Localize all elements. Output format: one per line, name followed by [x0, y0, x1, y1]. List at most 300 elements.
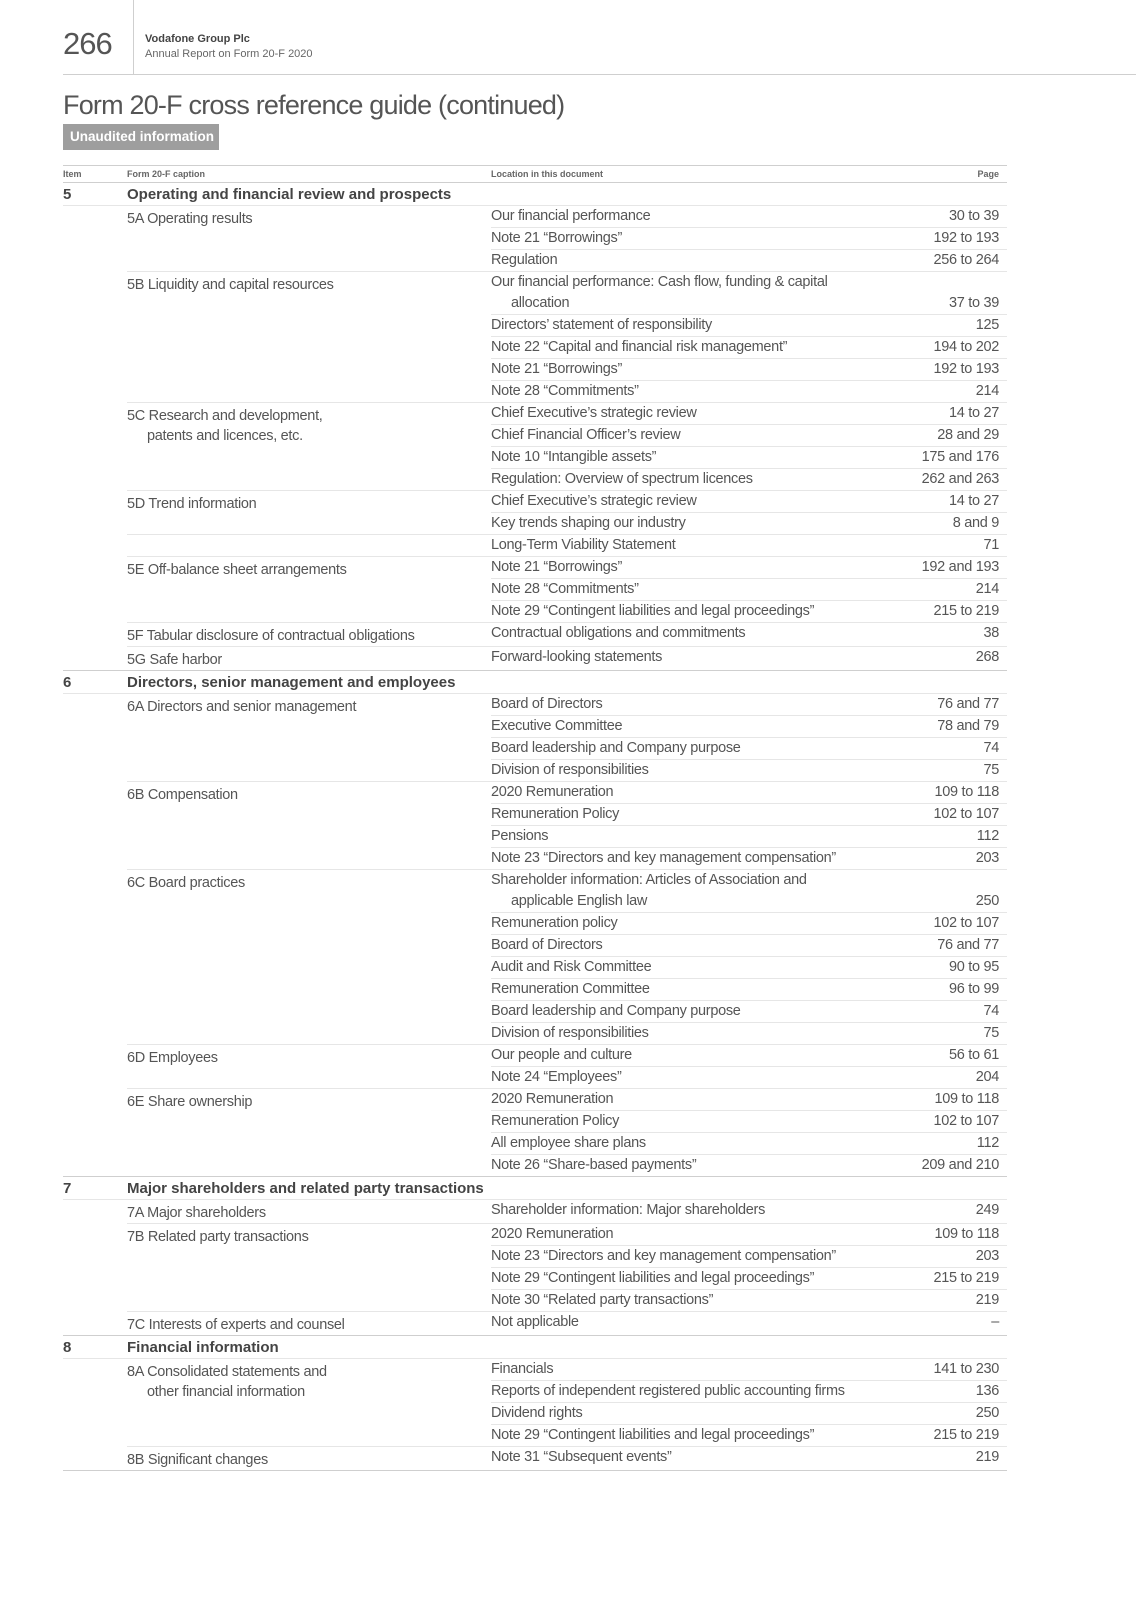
location-text: Regulation — [491, 252, 558, 268]
table-row — [491, 1289, 1007, 1311]
location-cell — [491, 403, 697, 424]
location-text: Remuneration Policy — [491, 1113, 620, 1129]
page-cell: 56 to 61 — [948, 1047, 999, 1063]
subsection-caption-text: 6C Board practices — [127, 875, 245, 891]
location-list — [491, 206, 1007, 271]
location-text: Chief Executive’s strategic review — [491, 405, 697, 421]
page-cell: 28 and 29 — [937, 427, 999, 443]
subsection — [127, 206, 1007, 271]
table-row — [491, 403, 1007, 424]
subsection-caption — [127, 1045, 491, 1088]
table-row — [491, 491, 1007, 512]
report-name: Annual Report on Form 20-F 2020 — [145, 48, 313, 60]
location-cell — [491, 979, 650, 1000]
location-text: Note 28 “Commitments” — [491, 581, 639, 597]
location-text: Directors’ statement of responsibility — [491, 317, 712, 333]
cross-reference-table — [63, 165, 1007, 1471]
location-cell — [491, 1359, 553, 1380]
table-row — [491, 1380, 1007, 1402]
location-cell — [491, 315, 712, 336]
location-text: Long-Term Viability Statement — [491, 537, 676, 553]
page-cell: 141 to 230 — [933, 1361, 999, 1377]
table-row — [491, 358, 1007, 380]
location-cell — [491, 381, 639, 402]
location-text: 2020 Remuneration — [491, 784, 614, 800]
location-text: Note 24 “Employees” — [491, 1069, 622, 1085]
subsection-caption-text: 6D Employees — [127, 1050, 218, 1066]
subsection-caption — [127, 647, 491, 670]
table-row — [491, 1224, 1007, 1245]
location-list — [491, 403, 1007, 490]
location-cell — [491, 716, 622, 737]
page-cell: 250 — [975, 1405, 999, 1421]
subsection-caption — [127, 694, 491, 781]
location-text: Note 29 “Contingent liabilities and legal proceedings” — [491, 1427, 815, 1443]
location-cell — [491, 694, 602, 715]
page-cell: 175 and 176 — [921, 449, 999, 465]
location-text: Board of Directors — [491, 937, 603, 953]
page-cell: 102 to 107 — [933, 806, 999, 822]
subsection — [127, 271, 1007, 402]
section-item-number: 5 — [63, 186, 72, 203]
location-text-continued: allocation — [511, 294, 570, 311]
table-row — [491, 1447, 1007, 1468]
subsection — [127, 1200, 1007, 1223]
subsection — [127, 1223, 1007, 1311]
page-cell: 76 and 77 — [937, 937, 999, 953]
subsection-caption — [127, 557, 491, 622]
table-row — [491, 314, 1007, 336]
page-cell: 192 to 193 — [933, 230, 999, 246]
table-section — [63, 671, 1007, 1177]
location-text: Division of responsibilities — [491, 762, 649, 778]
table-row — [491, 978, 1007, 1000]
location-cell — [491, 513, 686, 534]
page-cell: 125 — [975, 317, 999, 333]
location-text: Financials — [491, 1361, 554, 1377]
table-row — [491, 1132, 1007, 1154]
subsection-caption-text: 5G Safe harbor — [127, 652, 222, 668]
location-list — [491, 1200, 1007, 1223]
page-cell: 219 — [975, 1449, 999, 1465]
subsection-caption — [127, 1200, 491, 1223]
table-row — [491, 759, 1007, 781]
table-row — [491, 1402, 1007, 1424]
subsection-caption-continued: patents and licences, etc. — [147, 428, 303, 444]
table-row — [491, 1000, 1007, 1022]
subsection-caption — [127, 491, 491, 534]
location-text: Pensions — [491, 828, 549, 844]
subsection-caption — [127, 1224, 491, 1311]
location-list — [491, 782, 1007, 869]
table-row — [491, 600, 1007, 622]
location-cell — [491, 1200, 765, 1221]
table-section — [63, 183, 1007, 671]
table-row — [491, 623, 1007, 644]
subsection-caption-text: 5A Operating results — [127, 211, 253, 227]
table-row — [491, 1154, 1007, 1176]
subsection-caption-text: 6E Share ownership — [127, 1094, 253, 1110]
table-row — [491, 1110, 1007, 1132]
location-text: Remuneration Policy — [491, 806, 620, 822]
location-cell — [491, 272, 871, 314]
table-row — [491, 694, 1007, 715]
table-row — [491, 847, 1007, 869]
section-item-number: 7 — [63, 1180, 72, 1197]
location-text-continued: applicable English law — [511, 892, 648, 909]
table-row — [491, 1022, 1007, 1044]
location-cell — [491, 491, 697, 512]
location-text: Contractual obligations and commitments — [491, 625, 746, 641]
location-text: Note 22 “Capital and financial risk management” — [491, 339, 788, 355]
table-row — [491, 870, 1007, 912]
subsection — [127, 1088, 1007, 1176]
page-cell: 192 to 193 — [933, 361, 999, 377]
location-text: Regulation: Overview of spectrum licences — [491, 471, 753, 487]
page-cell: 204 — [975, 1069, 999, 1085]
location-list — [491, 557, 1007, 622]
location-cell — [491, 1224, 613, 1245]
location-text: Note 31 “Subsequent events” — [491, 1449, 672, 1465]
subsection — [127, 534, 1007, 556]
location-cell — [491, 206, 650, 227]
subsection-caption-text: 5B Liquidity and capital resources — [127, 277, 334, 293]
section-caption: Operating and financial review and prospects — [127, 186, 452, 203]
location-cell — [491, 782, 613, 803]
location-cell — [491, 1290, 713, 1311]
table-row — [491, 512, 1007, 534]
table-row — [491, 934, 1007, 956]
subsection-caption-text: 7A Major shareholders — [127, 1205, 266, 1221]
subsection-caption — [127, 1312, 491, 1335]
page-cell: 215 to 219 — [933, 1270, 999, 1286]
location-text: Our people and culture — [491, 1047, 632, 1063]
table-row — [491, 535, 1007, 556]
location-text: Division of responsibilities — [491, 1025, 649, 1041]
page-cell: 112 — [976, 1135, 999, 1151]
location-text: Chief Financial Officer’s review — [491, 427, 681, 443]
table-row — [491, 1045, 1007, 1066]
location-list — [491, 1089, 1007, 1176]
section-caption: Financial information — [127, 1339, 279, 1356]
table-row — [491, 1267, 1007, 1289]
company-name: Vodafone Group Plc — [145, 33, 250, 45]
location-text: Board leadership and Company purpose — [491, 740, 741, 756]
page-number: 266 — [63, 26, 112, 61]
location-text: Key trends shaping our industry — [491, 515, 686, 531]
location-cell — [491, 1023, 649, 1044]
table-row — [491, 956, 1007, 978]
page-cell: 102 to 107 — [933, 915, 999, 931]
section-heading — [63, 671, 1007, 694]
subsection-caption — [127, 403, 491, 490]
page-cell: 214 — [975, 383, 999, 399]
page-cell: 203 — [975, 850, 999, 866]
location-text: Note 28 “Commitments” — [491, 383, 639, 399]
column-header-location: Location in this document — [491, 169, 603, 179]
table-row — [491, 424, 1007, 446]
location-cell — [491, 957, 651, 978]
table-row — [491, 227, 1007, 249]
subsection-caption-text: 5C Research and development, — [127, 408, 323, 424]
header-divider-horizontal — [63, 74, 1136, 75]
subsection-caption — [127, 1447, 491, 1470]
location-text: Shareholder information: Major shareholders — [491, 1202, 766, 1218]
location-cell — [491, 848, 836, 869]
page-cell: 75 — [983, 762, 999, 778]
page-cell: 268 — [975, 649, 999, 665]
table-row — [491, 803, 1007, 825]
page-cell: 78 and 79 — [937, 718, 999, 734]
table-header — [63, 166, 1007, 183]
location-list — [491, 694, 1007, 781]
table-row — [491, 737, 1007, 759]
table-row — [491, 336, 1007, 358]
page-cell: 215 to 219 — [933, 603, 999, 619]
location-text: Board leadership and Company purpose — [491, 1003, 741, 1019]
page-cell: 37 to 39 — [948, 295, 999, 311]
location-list — [491, 1312, 1007, 1335]
location-cell — [491, 447, 656, 468]
location-text: Note 10 “Intangible assets” — [491, 449, 657, 465]
location-list — [491, 870, 1007, 1044]
location-cell — [491, 1067, 622, 1088]
location-cell — [491, 1133, 646, 1154]
subsection-caption-text: 5F Tabular disclosure of contractual obligations — [127, 628, 415, 644]
table-section — [63, 1336, 1007, 1471]
page-cell: 102 to 107 — [933, 1113, 999, 1129]
table-section — [63, 1177, 1007, 1336]
location-text: Note 23 “Directors and key management compensation” — [491, 850, 836, 866]
location-cell — [491, 1111, 619, 1132]
subsection-caption-text: 6B Compensation — [127, 787, 238, 803]
column-header-item: Item — [63, 169, 82, 179]
subsection-caption-text: 7C Interests of experts and counsel — [127, 1317, 345, 1333]
page-cell: 109 to 118 — [934, 784, 999, 800]
location-list — [491, 647, 1007, 670]
location-text: Dividend rights — [491, 1405, 583, 1421]
subsection-caption — [127, 870, 491, 1044]
section-heading — [63, 1177, 1007, 1200]
location-cell — [491, 1425, 814, 1446]
location-text: Note 29 “Contingent liabilities and legal proceedings” — [491, 1270, 815, 1286]
location-text: 2020 Remuneration — [491, 1091, 614, 1107]
page-cell: 38 — [983, 625, 999, 641]
subsection-caption-text: 5D Trend information — [127, 496, 257, 512]
header-divider-vertical — [133, 0, 134, 75]
location-cell — [491, 1447, 672, 1468]
table-row — [491, 1359, 1007, 1380]
location-text: Our financial performance: Cash flow, funding & capital — [491, 274, 828, 290]
table-row — [491, 578, 1007, 600]
page-cell: 74 — [983, 740, 999, 756]
location-cell — [491, 250, 557, 271]
table-row — [491, 1424, 1007, 1446]
subsection — [127, 1359, 1007, 1446]
location-cell — [491, 601, 814, 622]
table-row — [491, 1066, 1007, 1088]
page-cell: 30 to 39 — [948, 208, 999, 224]
subsection-caption-continued: other financial information — [147, 1384, 305, 1400]
location-text: Forward-looking statements — [491, 649, 663, 665]
location-cell — [491, 738, 741, 759]
subsection-caption — [127, 623, 491, 646]
table-row — [491, 468, 1007, 490]
subsection-caption — [127, 206, 491, 271]
page-cell: 209 and 210 — [921, 1157, 999, 1173]
unaudited-badge: Unaudited information — [63, 124, 219, 150]
table-row — [491, 557, 1007, 578]
location-text: All employee share plans — [491, 1135, 646, 1151]
page-cell: 262 and 263 — [921, 471, 999, 487]
page-cell: 219 — [975, 1292, 999, 1308]
location-list — [491, 1045, 1007, 1088]
page-cell: 76 and 77 — [937, 696, 999, 712]
table-row — [491, 1089, 1007, 1110]
page-cell: 214 — [975, 581, 999, 597]
location-text: Our financial performance — [491, 208, 651, 224]
subsection-caption-text: 6A Directors and senior management — [127, 699, 357, 715]
location-list — [491, 1224, 1007, 1311]
subsection — [127, 490, 1007, 534]
subsection — [127, 402, 1007, 490]
table-row — [491, 446, 1007, 468]
table-row — [491, 272, 1007, 314]
table-row — [491, 715, 1007, 737]
subsection — [127, 1446, 1007, 1470]
page-cell: 74 — [983, 1003, 999, 1019]
page-cell: 215 to 219 — [933, 1427, 999, 1443]
location-text: Executive Committee — [491, 718, 623, 734]
location-text: Note 21 “Borrowings” — [491, 361, 622, 377]
location-text: Shareholder information: Articles of Association and — [491, 872, 807, 888]
table-row — [491, 825, 1007, 847]
location-text: Remuneration policy — [491, 915, 618, 931]
page-cell: 136 — [975, 1383, 999, 1399]
location-cell — [491, 1155, 696, 1176]
location-text: Not applicable — [491, 1314, 579, 1330]
subsection-caption — [127, 782, 491, 869]
location-text: Note 21 “Borrowings” — [491, 559, 622, 575]
location-cell — [491, 228, 622, 249]
table-row — [491, 1245, 1007, 1267]
location-cell — [491, 913, 617, 934]
subsection-caption — [127, 535, 491, 556]
page-cell: 109 to 118 — [934, 1226, 999, 1242]
page-cell: 194 to 202 — [933, 339, 999, 355]
location-list — [491, 1359, 1007, 1446]
location-cell — [491, 1089, 613, 1110]
location-cell — [491, 425, 680, 446]
table-row — [491, 380, 1007, 402]
subsection — [127, 1311, 1007, 1335]
location-list — [491, 535, 1007, 556]
subsection — [127, 646, 1007, 670]
table-row — [491, 1200, 1007, 1221]
location-list — [491, 272, 1007, 402]
page-cell: 71 — [983, 537, 999, 553]
location-list — [491, 1447, 1007, 1470]
subsection — [127, 694, 1007, 781]
location-text: Remuneration Committee — [491, 981, 650, 997]
subsection-caption — [127, 272, 491, 402]
subsection — [127, 622, 1007, 646]
location-cell — [491, 1246, 836, 1267]
location-cell — [491, 1403, 582, 1424]
subsection — [127, 781, 1007, 869]
section-item-number: 6 — [63, 674, 72, 691]
subsection-caption — [127, 1359, 491, 1446]
subsection-caption-text: 5E Off-balance sheet arrangements — [127, 562, 347, 578]
location-cell — [491, 870, 871, 912]
location-cell — [491, 623, 745, 644]
page-cell: 250 — [975, 893, 999, 909]
table-row — [491, 206, 1007, 227]
page-cell: 112 — [976, 828, 999, 844]
page-title: Form 20-F cross reference guide (continued) — [63, 90, 565, 120]
table-row — [491, 1312, 1007, 1333]
location-cell — [491, 469, 753, 490]
location-text: Reports of independent registered public accounting firms — [491, 1383, 845, 1399]
page-cell: 109 to 118 — [934, 1091, 999, 1107]
location-cell — [491, 826, 548, 847]
location-cell — [491, 1312, 579, 1333]
section-item-number: 8 — [63, 1339, 72, 1356]
page-cell: 192 and 193 — [921, 559, 999, 575]
location-list — [491, 623, 1007, 646]
page-cell: 90 to 95 — [948, 959, 999, 975]
subsection — [127, 869, 1007, 1044]
location-cell — [491, 1381, 845, 1402]
section-caption: Major shareholders and related party transactions — [127, 1180, 484, 1197]
location-cell — [491, 535, 675, 556]
page-cell: 249 — [975, 1202, 999, 1218]
column-header-caption: Form 20-F caption — [127, 169, 206, 179]
location-text: Note 23 “Directors and key management compensation” — [491, 1248, 836, 1264]
location-cell — [491, 804, 619, 825]
page-cell: 256 to 264 — [933, 252, 999, 268]
location-cell — [491, 647, 662, 668]
location-cell — [491, 760, 649, 781]
location-text: Note 26 “Share-based payments” — [491, 1157, 697, 1173]
location-text: 2020 Remuneration — [491, 1226, 614, 1242]
location-text: Audit and Risk Committee — [491, 959, 652, 975]
table-row — [491, 912, 1007, 934]
location-cell — [491, 359, 622, 380]
table-row — [491, 249, 1007, 271]
location-cell — [491, 557, 622, 578]
page-cell: 14 to 27 — [948, 405, 999, 421]
page-cell: 203 — [975, 1248, 999, 1264]
location-cell — [491, 1268, 814, 1289]
page-cell: 96 to 99 — [948, 981, 999, 997]
section-heading — [63, 1336, 1007, 1359]
subsection-caption — [127, 1089, 491, 1176]
subsection-caption-text: 8B Significant changes — [127, 1452, 268, 1468]
location-text: Chief Executive’s strategic review — [491, 493, 697, 509]
subsection — [127, 556, 1007, 622]
table-row — [491, 782, 1007, 803]
page-cell: 75 — [983, 1025, 999, 1041]
location-cell — [491, 935, 602, 956]
subsection-caption-text: 8A Consolidated statements and — [127, 1364, 327, 1380]
table-row — [491, 647, 1007, 668]
location-text: Note 30 “Related party transactions” — [491, 1292, 714, 1308]
page-cell: 14 to 27 — [948, 493, 999, 509]
column-header-page: Page — [977, 169, 999, 179]
section-heading — [63, 183, 1007, 206]
page-cell: – — [991, 1314, 999, 1330]
